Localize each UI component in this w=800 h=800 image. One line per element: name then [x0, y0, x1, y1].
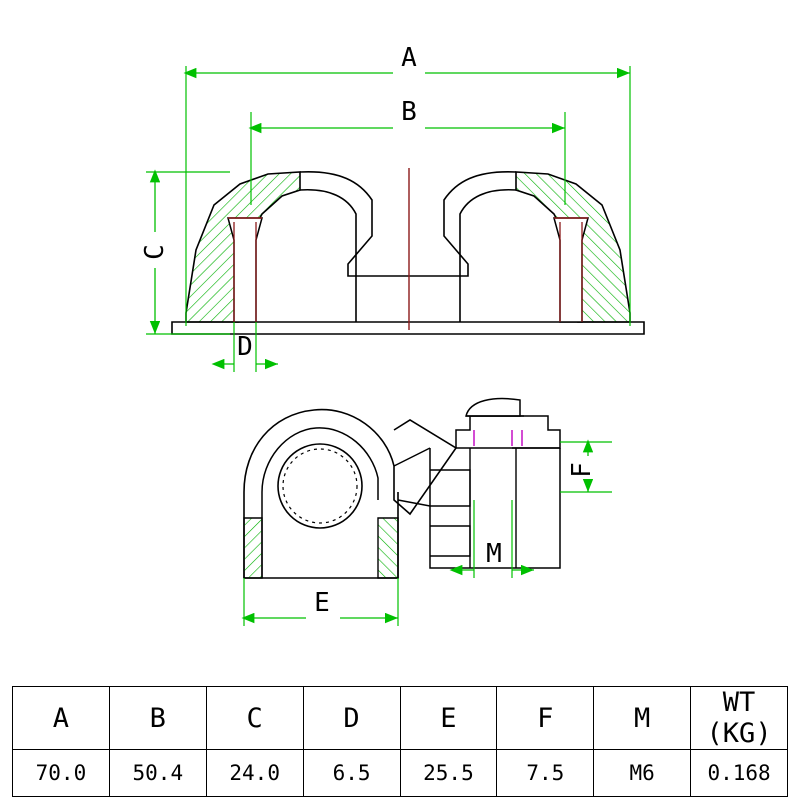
spec-value-a: 70.0 — [13, 750, 110, 797]
center-cavity-outline — [300, 172, 516, 276]
side-right-hatch-foot — [378, 518, 398, 578]
barrel-knurl-circle — [283, 449, 357, 523]
screw-head — [466, 399, 520, 416]
spec-header-e: E — [400, 687, 497, 750]
spec-header-a: A — [13, 687, 110, 750]
spec-header-m: M — [594, 687, 691, 750]
spec-table-header-row — [13, 687, 788, 750]
spec-header-b: B — [109, 687, 206, 750]
left-inner-wall — [300, 190, 356, 322]
spec-table — [12, 686, 788, 797]
spec-header-weight: WT (KG) — [691, 687, 788, 750]
spec-value-e: 25.5 — [400, 750, 497, 797]
spec-value-c: 24.0 — [206, 750, 303, 797]
spec-value-b: 50.4 — [109, 750, 206, 797]
tie-line-upper — [394, 448, 430, 466]
dim-label-b: B — [401, 97, 417, 127]
spec-header-f: F — [497, 687, 594, 750]
dim-label-m: M — [486, 539, 502, 569]
side-left-hatch-foot — [244, 518, 262, 578]
spec-table-value-row — [13, 750, 788, 797]
bracket-slot-lower — [430, 526, 470, 556]
bracket-top-block — [456, 416, 560, 448]
spec-value-f: 7.5 — [497, 750, 594, 797]
spec-value-d: 6.5 — [303, 750, 400, 797]
dim-label-c: C — [140, 244, 170, 260]
side-inner-profile — [262, 428, 378, 578]
side-section-view — [244, 399, 612, 626]
spec-header-c: C — [206, 687, 303, 750]
tie-line-lower — [398, 500, 430, 506]
side-outer-profile — [244, 410, 456, 578]
dim-label-e: E — [314, 588, 330, 618]
dim-label-f: F — [567, 462, 597, 478]
barrel-circle — [278, 444, 362, 528]
dim-label-a: A — [401, 43, 417, 73]
spec-value-weight: 0.168 — [691, 750, 788, 797]
spec-value-m: M6 — [594, 750, 691, 797]
spec-header-d: D — [303, 687, 400, 750]
dim-label-d: D — [237, 332, 253, 362]
side-base-line — [244, 492, 398, 578]
right-inner-wall — [460, 190, 516, 322]
front-section-view — [140, 43, 644, 372]
